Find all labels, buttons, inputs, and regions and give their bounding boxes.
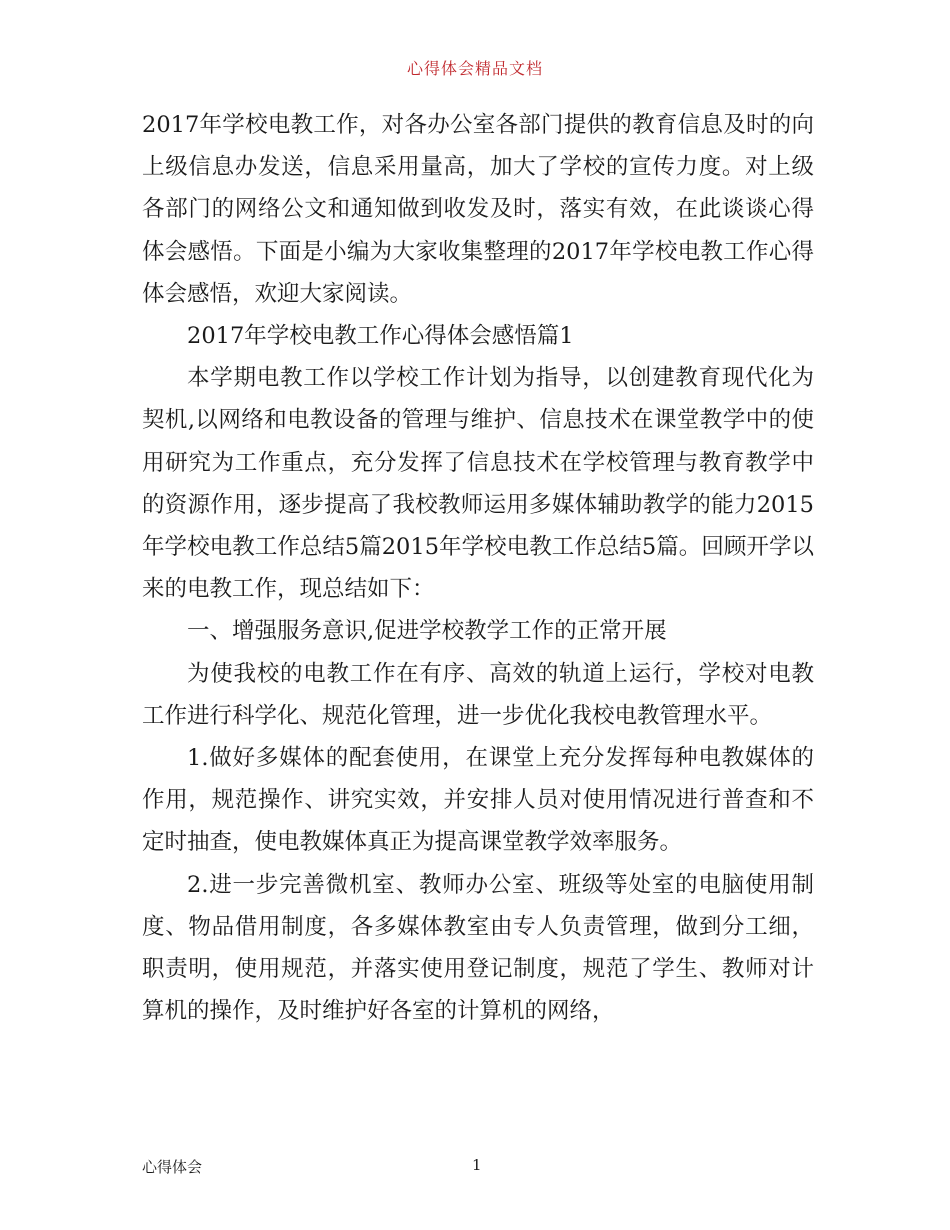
paragraph-item-1: 1.做好多媒体的配套使用，在课堂上充分发挥每种电教媒体的作用，规范操作、讲究实效，并安排人员对使用情况进行普查和不定时抽查，使电教媒体真正为提高课堂教学效率服务。 (142, 745, 814, 856)
paragraph-heading: 一、增强服务意识,促进学校教学工作的正常开展 (187, 618, 667, 645)
footer-label: 心得体会 (142, 1158, 203, 1176)
paragraph: 为使我校的电教工作在有序、高效的轨道上运行，学校对电教工作进行科学化、规范化管理，进一步优化我校电教管理水平。 (142, 660, 814, 729)
page-header: 心得体会精品文档 (406, 59, 543, 78)
paragraph-section-title: 2017年学校电教工作心得体会感悟篇1 (187, 323, 574, 350)
page-number: 1 (472, 1156, 482, 1174)
document-body (142, 104, 814, 1032)
paragraph-item-2: 2.进一步完善微机室、教师办公室、班级等处室的电脑使用制度、物品借用制度，各多媒体教室由专人负责管理，做到分工细，职责明，使用规范，并落实使用登记制度，规范了学生、教师对计算机的操作，及时维护好各室的计算机的网络， (142, 871, 814, 1025)
paragraph-intro: 2017年学校电教工作，对各办公室各部门提供的教育信息及时的向上级信息办发送，信息采用量高，加大了学校的宣传力度。对上级各部门的网络公文和通知做到收发及时，落实有效，在此谈谈心得体会感悟。下面是小编为大家收集整理的2017年学校电教工作心得体会感悟，欢迎大家阅读。 (142, 112, 814, 307)
paragraph: 本学期电教工作以学校工作计划为指导，以创建教育现代化为契机,以网络和电教设备的管理与维护、信息技术在课堂教学中的使用研究为工作重点，充分发挥了信息技术在学校管理与教育教学中的资源作用，逐步提高了我校教师运用多媒体辅助教学的能力2015年学校电教工作总结5篇2015年学校电教工作总结5篇。回顾开学以来的电教工作，现总结如下： (142, 365, 814, 603)
